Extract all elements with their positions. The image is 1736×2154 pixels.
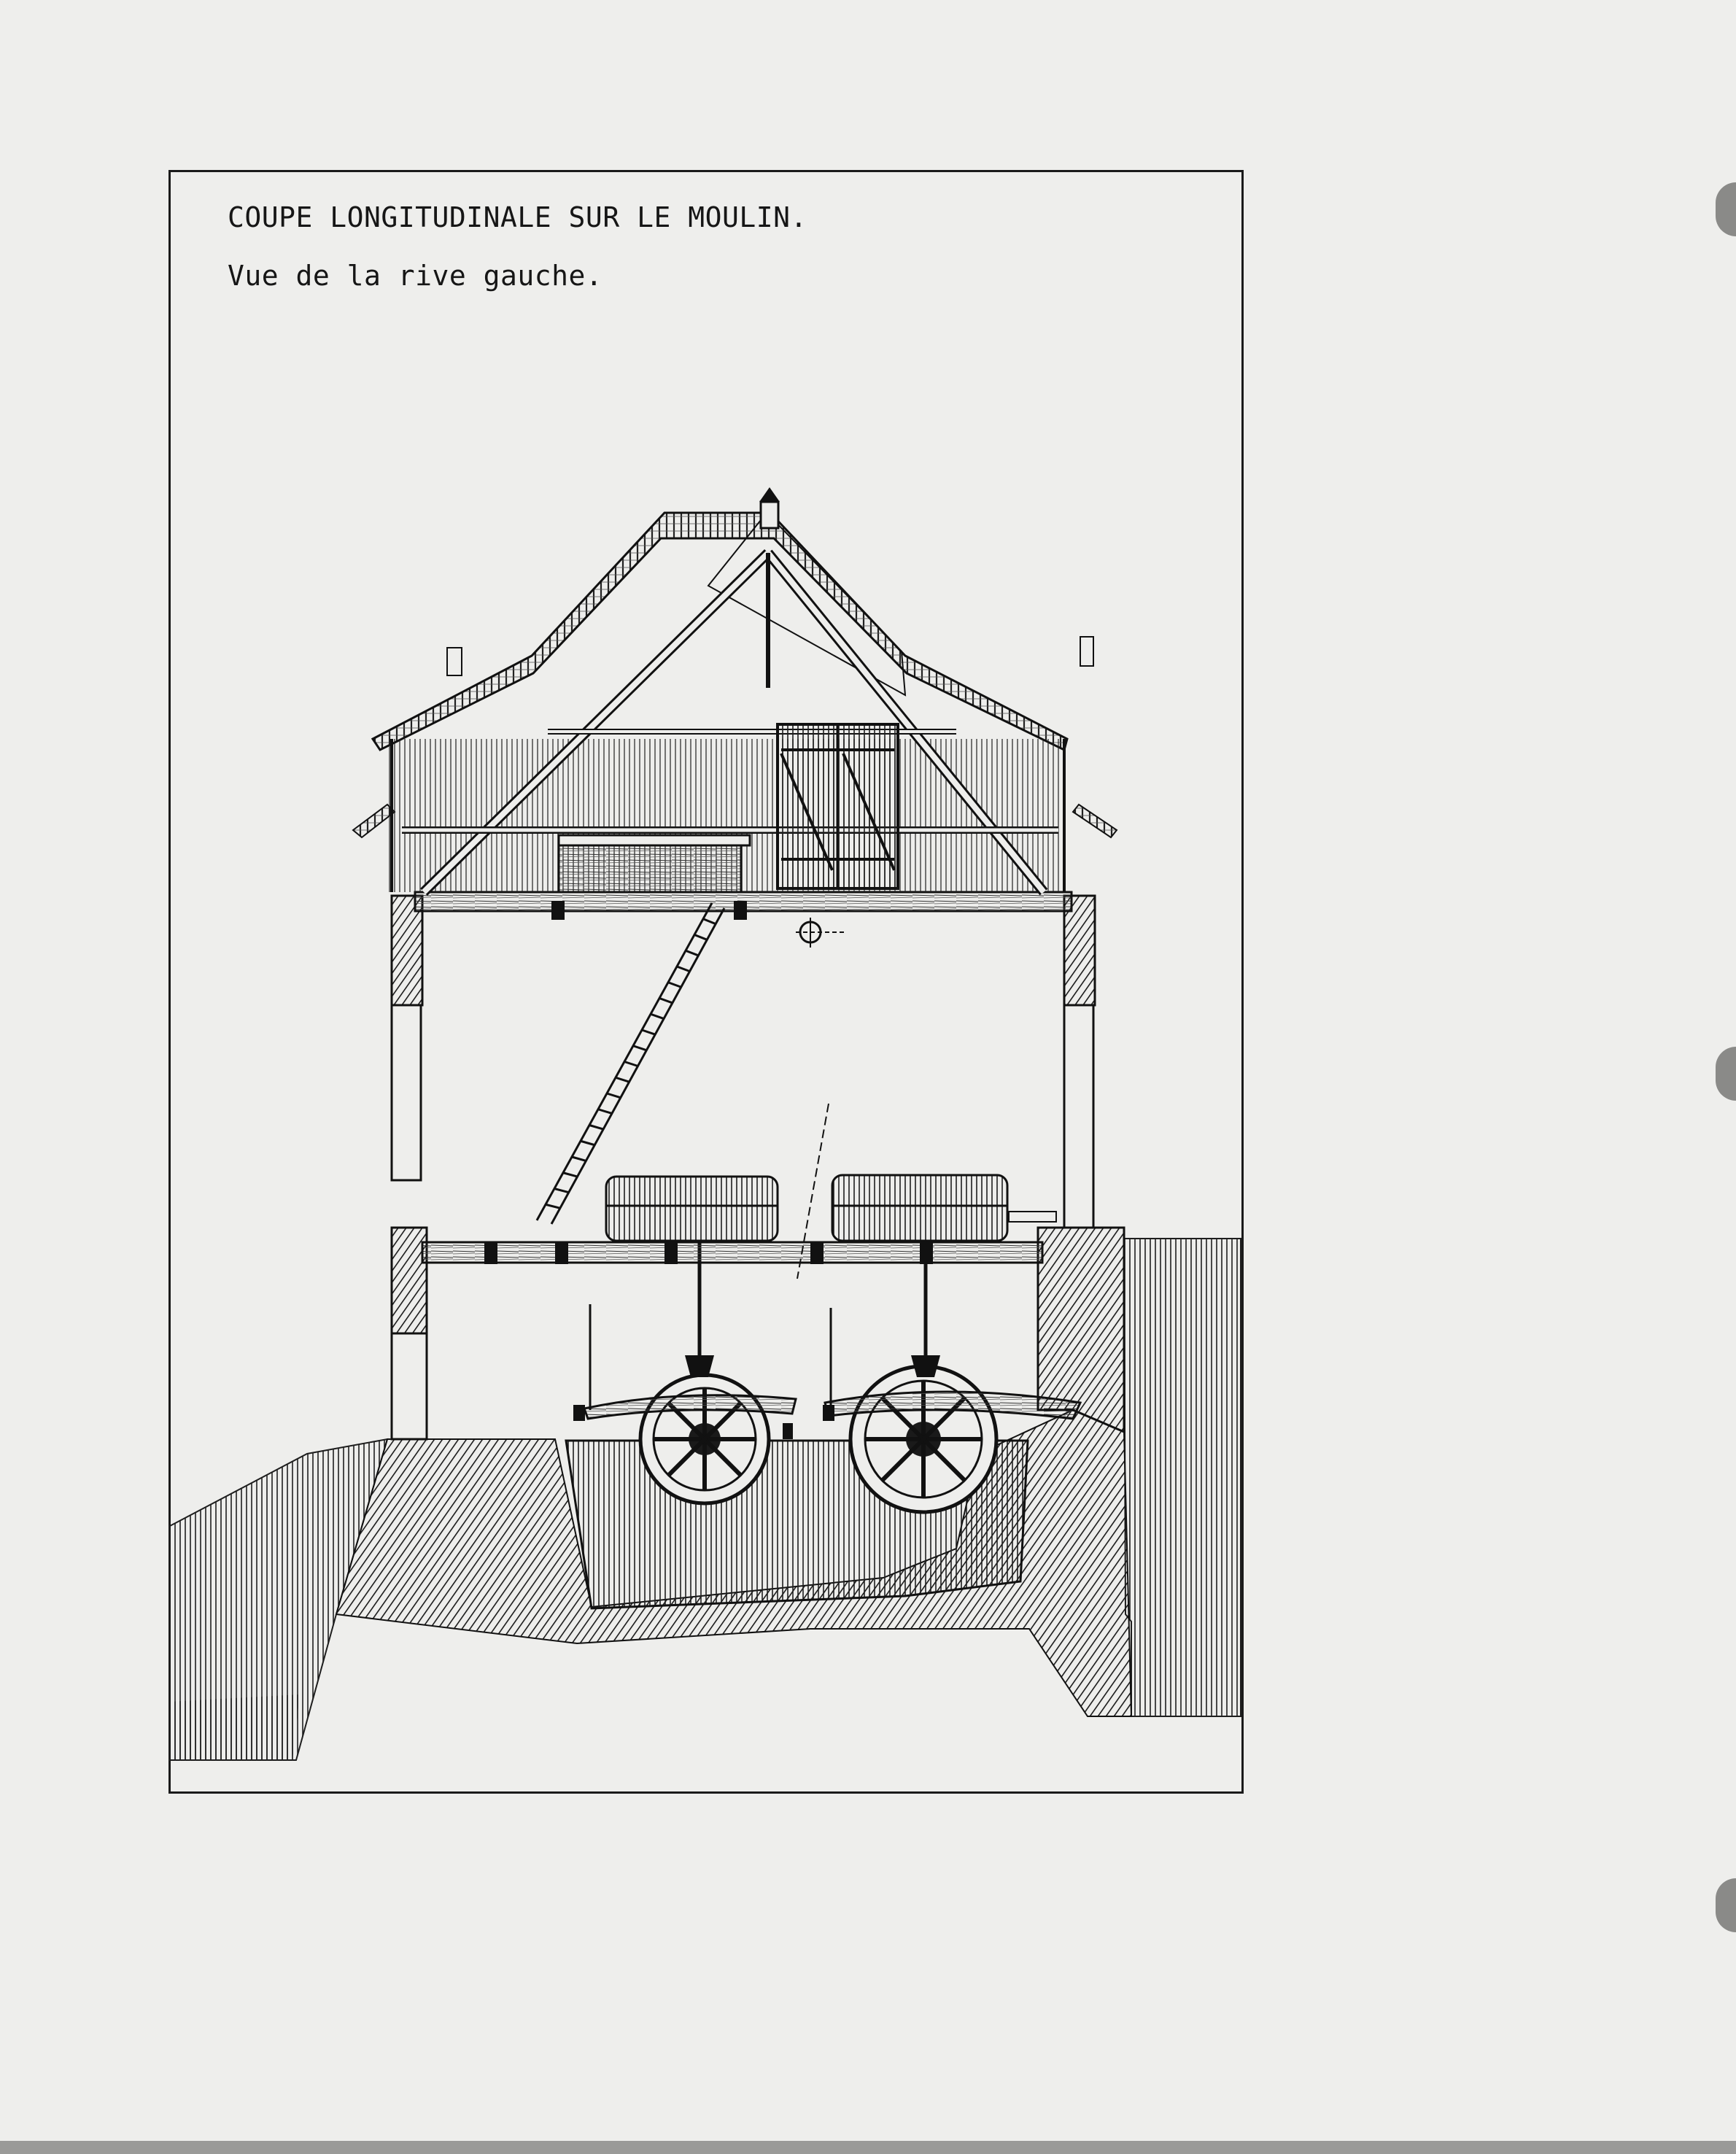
ladder-rung <box>607 1093 621 1098</box>
ladder-rung <box>616 1077 629 1082</box>
ladder-rung <box>677 966 690 972</box>
ladder-rung <box>554 1189 569 1193</box>
ladder-rung <box>686 950 698 956</box>
ladder-rung <box>589 1126 603 1130</box>
millstones <box>606 1175 1056 1241</box>
ladder-rung <box>633 1046 646 1050</box>
ladder-rung <box>651 1014 664 1018</box>
mill-section-drawing <box>168 170 1244 1794</box>
figure-subtitle: Vue de la rive gauche. <box>228 260 603 292</box>
ladder-rung <box>546 1204 560 1208</box>
ladder-rung <box>642 1030 655 1034</box>
attic-door <box>778 724 898 888</box>
ladder-rung <box>581 1141 594 1145</box>
ladder-rung <box>563 1173 578 1177</box>
walls <box>392 896 1124 1439</box>
binder-hole-bottom <box>1716 1878 1736 1932</box>
ladder-rung <box>694 935 707 940</box>
binder-hole-middle <box>1716 1047 1736 1101</box>
ladder-rung <box>668 983 681 988</box>
mill-wheel-left <box>640 1375 769 1503</box>
right-riverbank-hatching <box>1124 1239 1241 1716</box>
binder-hole-top <box>1716 182 1736 236</box>
ladder-rung <box>624 1062 638 1066</box>
ladder-rung <box>598 1109 612 1114</box>
ladder-rung <box>703 919 716 924</box>
mill-wheel-right <box>850 1366 996 1512</box>
attic-bin <box>559 835 750 892</box>
figure-title: COUPE LONGITUDINALE SUR LE MOULIN. <box>228 201 807 233</box>
ladder-rung <box>659 999 673 1003</box>
ladder-rung <box>572 1157 586 1161</box>
scan-edge <box>0 2141 1736 2154</box>
